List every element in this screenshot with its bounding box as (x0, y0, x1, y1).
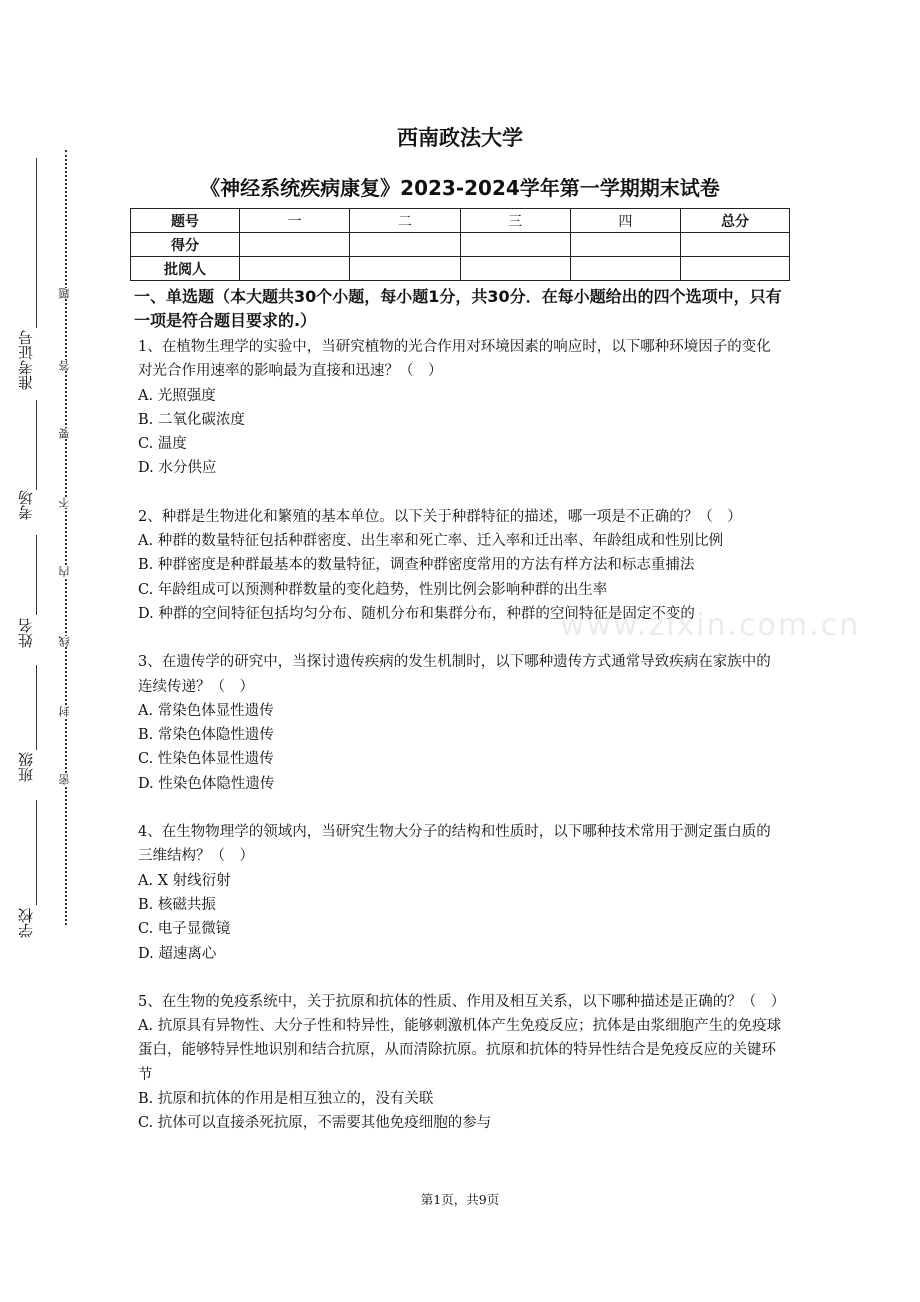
col-header: 总分 (681, 209, 790, 233)
col-header: 三 (460, 209, 570, 233)
label-exam-number: 准考证号 (17, 330, 35, 390)
label-class: 班级 (17, 752, 35, 782)
reviewer-cell (350, 257, 460, 281)
option: A. 抗原具有异物性、大分子性和特异性，能够刺激机体产生免疫反应；抗体是由浆细胞产生的免疫球蛋白，能够特异性地识别和结合抗原，从而清除抗原。抗原和抗体的特异性结合是免疫反应的关键环节 (138, 1018, 782, 1083)
seal-char: 内 (58, 566, 71, 577)
exam-content (134, 285, 786, 1160)
option: B. 核磁共振 (138, 896, 216, 913)
col-header: 四 (570, 209, 680, 233)
reviewer-cell (681, 257, 790, 281)
score-cell (681, 233, 790, 257)
col-header: 题号 (131, 209, 240, 233)
option: D. 种群的空间特征包括均匀分布、随机分布和集群分布，种群的空间特征是固定不变的 (138, 605, 695, 622)
seal-char: 密 (58, 774, 71, 785)
score-cell (350, 233, 460, 257)
score-cell (460, 233, 570, 257)
option: B. 常染色体隐性遗传 (138, 727, 274, 744)
exam-title: 《神经系统疾病康复》2023-2024学年第一学期期末试卷 (200, 176, 720, 200)
seal-char: 要 (58, 428, 71, 439)
row-header: 得分 (131, 233, 240, 257)
question-stem: 4、在生物物理学的领域内，当研究生物大分子的结构和性质时，以下哪种技术常用于测定蛋白质的三维结构？（ ） (138, 824, 771, 865)
question-3 (138, 650, 784, 796)
score-table (130, 208, 790, 281)
seal-dotted-line (65, 150, 67, 925)
field-line-school (36, 800, 37, 905)
option: C. 性染色体显性遗传 (138, 751, 274, 768)
field-line-name (36, 535, 37, 615)
label-school: 学校 (17, 908, 35, 938)
row-header: 批阅人 (131, 257, 240, 281)
option: C. 电子显微镜 (138, 921, 231, 938)
reviewer-row (131, 257, 790, 281)
option: A. 常染色体显性遗传 (138, 702, 274, 719)
score-cell (570, 233, 680, 257)
option: A. 种群的数量特征包括种群密度、出生率和死亡率、迁入率和迁出率、年龄组成和性别比例 (138, 533, 724, 550)
question-stem: 3、在遗传学的研究中，当探讨遗传疾病的发生机制时，以下哪种遗传方式通常导致疾病在家族中的连续传递？（ ） (138, 654, 771, 695)
option: B. 二氧化碳浓度 (138, 411, 245, 428)
col-header: 一 (240, 209, 350, 233)
question-stem: 1、在植物生理学的实验中，当研究植物的光合作用对环境因素的响应时，以下哪种环境因子的变化对光合作用速率的影响最为直接和迅速？（ ） (138, 339, 771, 380)
score-cell (240, 233, 350, 257)
option: A. X 射线衍射 (138, 872, 231, 889)
option: D. 水分供应 (138, 460, 217, 477)
option: D. 超速离心 (138, 945, 217, 962)
seal-char: 答 (58, 360, 71, 371)
page-footer: 第1页，共9页 (420, 1192, 500, 1207)
question-5 (138, 990, 784, 1136)
option: C. 年龄组成可以预测种群数量的变化趋势，性别比例会影响种群的出生率 (138, 581, 608, 598)
reviewer-cell (570, 257, 680, 281)
option: D. 性染色体隐性遗传 (138, 775, 275, 792)
watermark: www.zixin.com.cn (560, 608, 861, 643)
university-title: 西南政法大学 (397, 126, 523, 150)
score-table-header-row (131, 209, 790, 233)
label-name: 姓名 (17, 618, 35, 648)
seal-char: 题 (58, 288, 71, 299)
field-line-class (36, 665, 37, 750)
reviewer-cell (460, 257, 570, 281)
field-line-exam-room (36, 400, 37, 490)
score-row (131, 233, 790, 257)
label-exam-room: 考场 (17, 490, 35, 520)
question-1 (138, 335, 784, 481)
question-4 (138, 820, 784, 966)
option: C. 抗体可以直接杀死抗原，不需要其他免疫细胞的参与 (138, 1115, 492, 1132)
seal-char: 不 (58, 497, 71, 508)
section-heading: 一、单选题（本大题共30个小题，每小题1分，共30分．在每小题给出的四个选项中，只有一项是符合题目要求的.） (134, 287, 782, 330)
option: B. 种群密度是种群最基本的数量特征，调查种群密度常用的方法有样方法和标志重捕法 (138, 557, 695, 574)
col-header: 二 (350, 209, 460, 233)
question-stem: 5、在生物的免疫系统中，关于抗原和抗体的性质、作用及相互关系，以下哪种描述是正确的？（ ） (138, 993, 786, 1010)
option: B. 抗原和抗体的作用是相互独立的，没有关联 (138, 1091, 434, 1108)
question-stem: 2、种群是生物进化和繁殖的基本单位。以下关于种群特征的描述，哪一项是不正确的？（ ） (138, 508, 742, 525)
option: A. 光照强度 (138, 387, 216, 404)
reviewer-cell (240, 257, 350, 281)
seal-char: 封 (58, 706, 71, 717)
option: C. 温度 (138, 436, 187, 453)
seal-char: 线 (58, 636, 71, 647)
